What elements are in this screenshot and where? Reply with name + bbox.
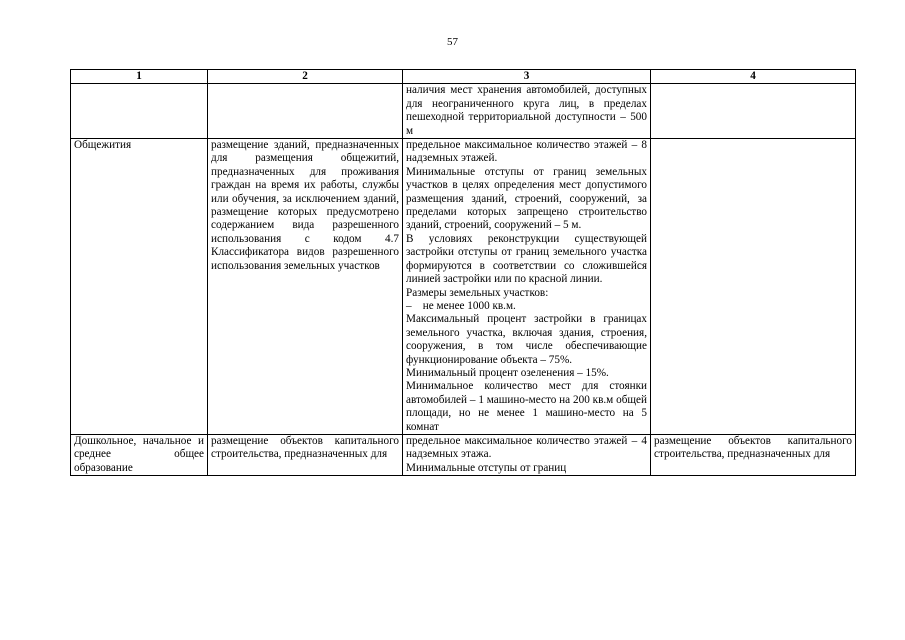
cell-paragraph: размещение объектов капитального строительства, предназначенных для	[211, 434, 399, 461]
table-cell	[651, 434, 856, 475]
cell-paragraph: размещение объектов капитального строительства, предназначенных для	[654, 434, 852, 461]
column-header: 3	[403, 70, 651, 84]
table-cell	[651, 139, 856, 435]
cell-paragraph: Дошкольное, начальное и среднее общее образование	[74, 434, 204, 474]
cell-paragraph: Минимальные отступы от границ земельных участков в целях определения мест допустимого размещения зданий, строений, сооружений, за пределами которых запрещено строительство зданий, строений, сооружений – 5 м.	[406, 165, 647, 232]
cell-paragraph: предельное максимальное количество этажей – 4 надземных этажа.	[406, 434, 647, 461]
table-cell	[71, 434, 208, 475]
table-cell	[71, 84, 208, 139]
cell-paragraph: – не менее 1000 кв.м.	[406, 299, 516, 312]
column-header: 1	[71, 70, 208, 84]
cell-paragraph: В условиях реконструкции существующей застройки отступы от границ земельного участка формируются в соответствии со сложившейся линией застройки или по красной линии.	[406, 232, 647, 286]
cell-paragraph: Размеры земельных участков:	[406, 286, 549, 299]
table-cell	[208, 84, 403, 139]
cell-paragraph: Минимальные отступы от границ	[406, 461, 567, 474]
table-cell	[71, 139, 208, 435]
row-dormitories	[71, 139, 856, 435]
cell-paragraph: Максимальный процент застройки в границах земельного участка, включая здания, строения, сооружения, в том числе обеспечивающие функционирование объекта – 75%.	[406, 313, 647, 366]
cell-paragraph: размещение зданий, предназначенных для размещения общежитий, предназначенных для проживания граждан на время их работы, службы или обучения, за исключением зданий, размещение которых предусмотрено содержанием вида разрешенного использования с кодом 4.7 Классификатора видов разрешенного использования земельных участков	[211, 139, 399, 272]
page-number: 57	[447, 36, 458, 48]
regulations-table	[70, 69, 856, 476]
table-header-row	[71, 70, 856, 84]
cell-paragraph: предельное максимальное количество этажей – 8 надземных этажей.	[406, 139, 647, 165]
cell-paragraph: Минимальный процент озеленения – 15%.	[406, 366, 609, 379]
column-header: 4	[651, 70, 856, 84]
row-continued	[71, 84, 856, 139]
table-cell	[403, 434, 651, 475]
table-cell	[651, 84, 856, 139]
cell-paragraph: Общежития	[74, 139, 132, 152]
table-cell	[208, 434, 403, 475]
table-cell	[403, 139, 651, 435]
cell-paragraph: наличия мест хранения автомобилей, доступных для неограниченного круга лиц, в пределах пешеходной территориальной доступности – 500 м	[406, 84, 647, 137]
table-body	[71, 84, 856, 476]
table-cell	[403, 84, 651, 139]
table-cell	[208, 139, 403, 435]
row-education	[71, 434, 856, 475]
cell-paragraph: Минимальное количество мест для стоянки автомобилей – 1 машино-место на 200 кв.м общей площади, но не менее 1 машино-место на 5 комнат	[406, 380, 647, 433]
column-header: 2	[208, 70, 403, 84]
